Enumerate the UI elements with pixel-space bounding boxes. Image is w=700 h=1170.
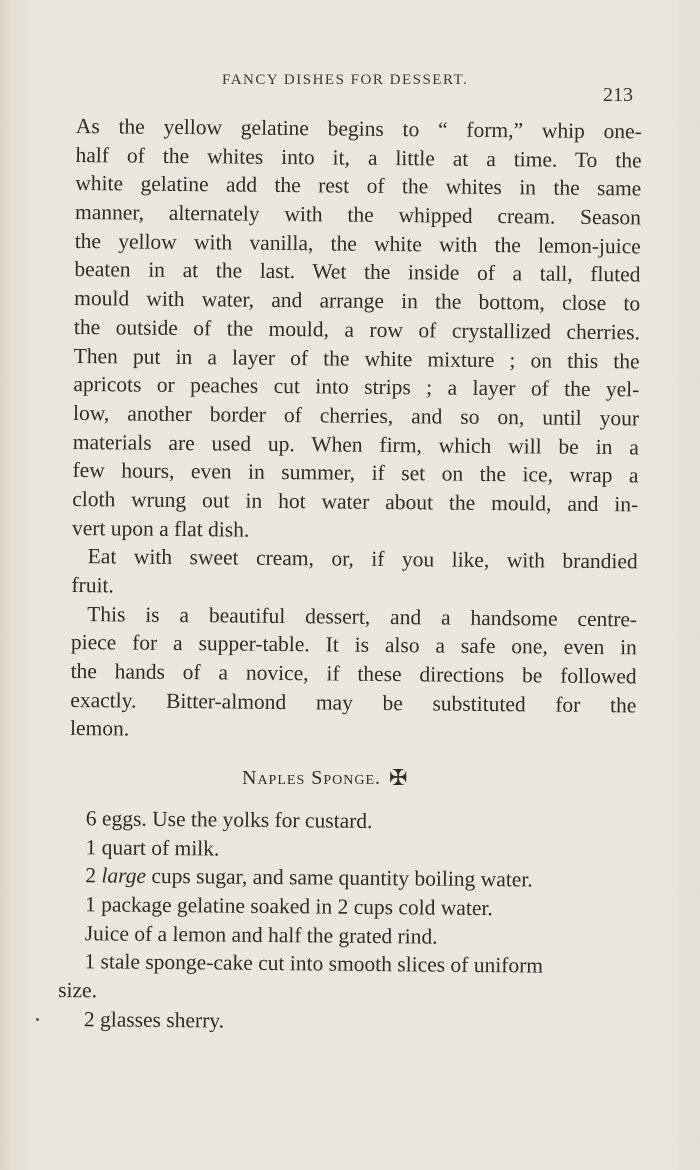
text-line: mould with water, and arrange in the bottom, close to <box>74 286 641 316</box>
ingredient-line: Juice of a lemon and half the grated rind. <box>84 920 438 949</box>
ingredient-text: 2 <box>85 863 102 888</box>
text-line: This is a beautiful dessert, and a handsome centre- <box>87 601 638 632</box>
text-line: beaten in at the last. Wet the inside of a tall, fluted <box>74 257 641 287</box>
ingredient-text: cups sugar, and same quantity boiling water. <box>145 864 533 892</box>
ink-speck <box>36 1018 39 1021</box>
emphasis-text: large <box>101 863 147 889</box>
text-line: cloth wrung out in hot water about the mould, and in- <box>72 486 639 517</box>
text-line: Eat with sweet cream, or, if you like, with brandied <box>87 544 638 574</box>
text-line: materials are used up. When firm, which will be in a <box>72 429 639 459</box>
section-heading <box>242 765 408 791</box>
running-header-title: FANCY DISHES FOR DESSERT. <box>222 72 469 88</box>
ingredient-line: 6 eggs. Use the yolks for custard. <box>85 806 373 833</box>
recipe-body-text <box>70 112 642 749</box>
page-number: 213 <box>603 84 633 106</box>
text-line: few hours, even in summer, if set on the ice, wrap a <box>72 458 639 488</box>
text-line: the yellow with vanilla, the white with the lemon-juice <box>74 228 641 259</box>
ingredient-list <box>58 804 630 1039</box>
text-line: low, another border of cherries, and so on, until your <box>72 400 640 431</box>
text-line: Then put in a layer of the white mixture ; on this the <box>73 343 640 373</box>
ingredient-line: 1 quart of milk. <box>85 834 220 861</box>
ingredient-line: 1 package gelatine soaked in 2 cups cold water. <box>84 892 493 921</box>
text-line: vert upon a flat dish. <box>71 515 250 542</box>
text-line: apricots or peaches cut into strips ; a layer of the yel- <box>73 372 640 402</box>
text-line: white gelatine add the rest of the whites in the same <box>75 171 642 201</box>
text-line: the hands of a novice, if these directions be followed <box>70 659 637 689</box>
text-line: the outside of the mould, a row of crystallized cherries. <box>73 314 641 345</box>
text-line: piece for a supper-table. It is also a safe one, even in <box>70 630 637 660</box>
text-line: manner, alternately with the whipped cream. Season <box>74 200 642 230</box>
cross-ornament-icon: ✠ <box>389 765 409 790</box>
text-line: exactly. Bitter-almond may be substituted for the <box>70 687 637 718</box>
section-title-text: Naples Sponge. <box>242 767 382 789</box>
ingredient-line: size. <box>58 978 98 1003</box>
ingredient-line: 2 glasses sherry. <box>83 1007 225 1033</box>
text-line: half of the whites into it, a little at a time. To the <box>75 142 642 173</box>
text-line: As the yellow gelatine begins to “ form,” whip one- <box>75 113 642 144</box>
text-line: lemon. <box>69 716 130 741</box>
ingredient-line: 1 stale sponge-cake cut into smooth slices of uniform <box>84 949 544 979</box>
text-line: fruit. <box>71 572 114 598</box>
